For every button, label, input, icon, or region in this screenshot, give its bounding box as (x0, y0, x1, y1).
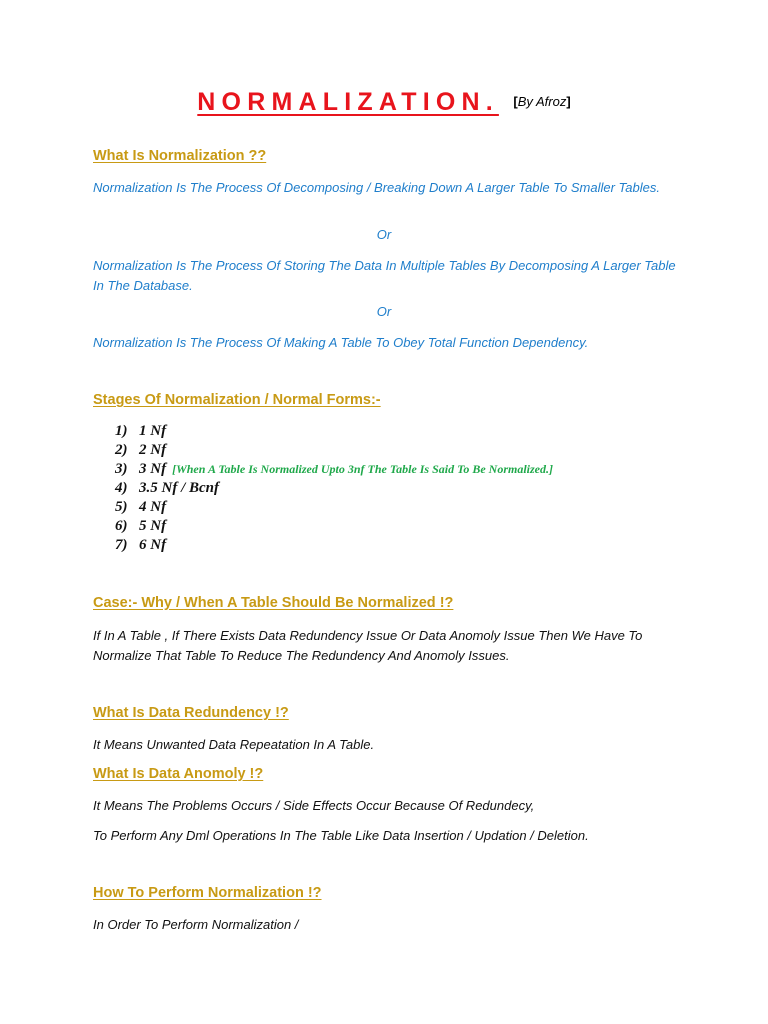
list-item (115, 536, 553, 555)
heading-how-to-normalize: How To Perform Normalization !? (93, 885, 322, 901)
stages-list (115, 422, 553, 555)
heading-what-is-normalization: What Is Normalization ?? (93, 148, 267, 164)
list-item-number: 6) (115, 518, 128, 534)
list-item-number: 7) (115, 537, 128, 553)
list-item-label: 4 Nf (139, 499, 167, 515)
byline-open-bracket: [ (513, 94, 518, 109)
list-item (115, 422, 553, 441)
case-text: If In A Table , If There Exists Data Redundency Issue Or Data Anomoly Issue Then We Have To Normalize That Table To Reduce The Redundency And Anomoly Issues. (93, 628, 643, 663)
heading-data-anomoly: What Is Data Anomoly !? (93, 766, 264, 782)
definition-1: Normalization Is The Process Of Decomposing / Breaking Down A Larger Table To Smaller Tables. (93, 180, 660, 195)
redundency-text: It Means Unwanted Data Repeatation In A Table. (93, 737, 375, 752)
document-title: NORMALIZATION. (197, 88, 499, 116)
list-item (115, 441, 553, 460)
author-byline (513, 94, 570, 109)
or-separator-1: Or (376, 227, 392, 242)
title-line (0, 88, 768, 117)
heading-data-redundency: What Is Data Redundency !? (93, 705, 289, 721)
list-item-label: 3.5 Nf / Bcnf (139, 480, 219, 496)
or-separator-2: Or (376, 304, 392, 319)
heading-stages: Stages Of Normalization / Normal Forms:- (93, 392, 381, 408)
list-item-label: 3 Nf (139, 461, 167, 477)
list-item-number: 5) (115, 499, 128, 515)
list-item-number: 4) (115, 480, 128, 496)
list-item-number: 2) (115, 442, 128, 458)
list-item-number: 3) (115, 461, 128, 477)
anomoly-text-1: It Means The Problems Occurs / Side Effects Occur Because Of Redundecy, (93, 798, 535, 813)
list-item (115, 460, 553, 479)
list-item-label: 5 Nf (139, 518, 167, 534)
list-item (115, 479, 553, 498)
byline-close-bracket: ] (566, 94, 571, 109)
how-text: In Order To Perform Normalization / (93, 917, 299, 932)
heading-case: Case:- Why / When A Table Should Be Normalized !? (93, 595, 454, 611)
list-item (115, 498, 553, 517)
list-item-label: 6 Nf (139, 537, 167, 553)
definition-2: Normalization Is The Process Of Storing The Data In Multiple Tables By Decomposing A Larger Table In The Database. (93, 258, 676, 293)
list-item-note: [When A Table Is Normalized Upto 3nf The Table Is Said To Be Normalized.] (172, 462, 554, 476)
definition-3: Normalization Is The Process Of Making A Table To Obey Total Function Dependency. (93, 335, 589, 350)
list-item-label: 1 Nf (139, 423, 167, 439)
list-item (115, 517, 553, 536)
list-item-number: 1) (115, 423, 128, 439)
anomoly-text-2: To Perform Any Dml Operations In The Table Like Data Insertion / Updation / Deletion. (93, 828, 589, 843)
list-item-label: 2 Nf (139, 442, 167, 458)
author-name: By Afroz (517, 94, 567, 109)
